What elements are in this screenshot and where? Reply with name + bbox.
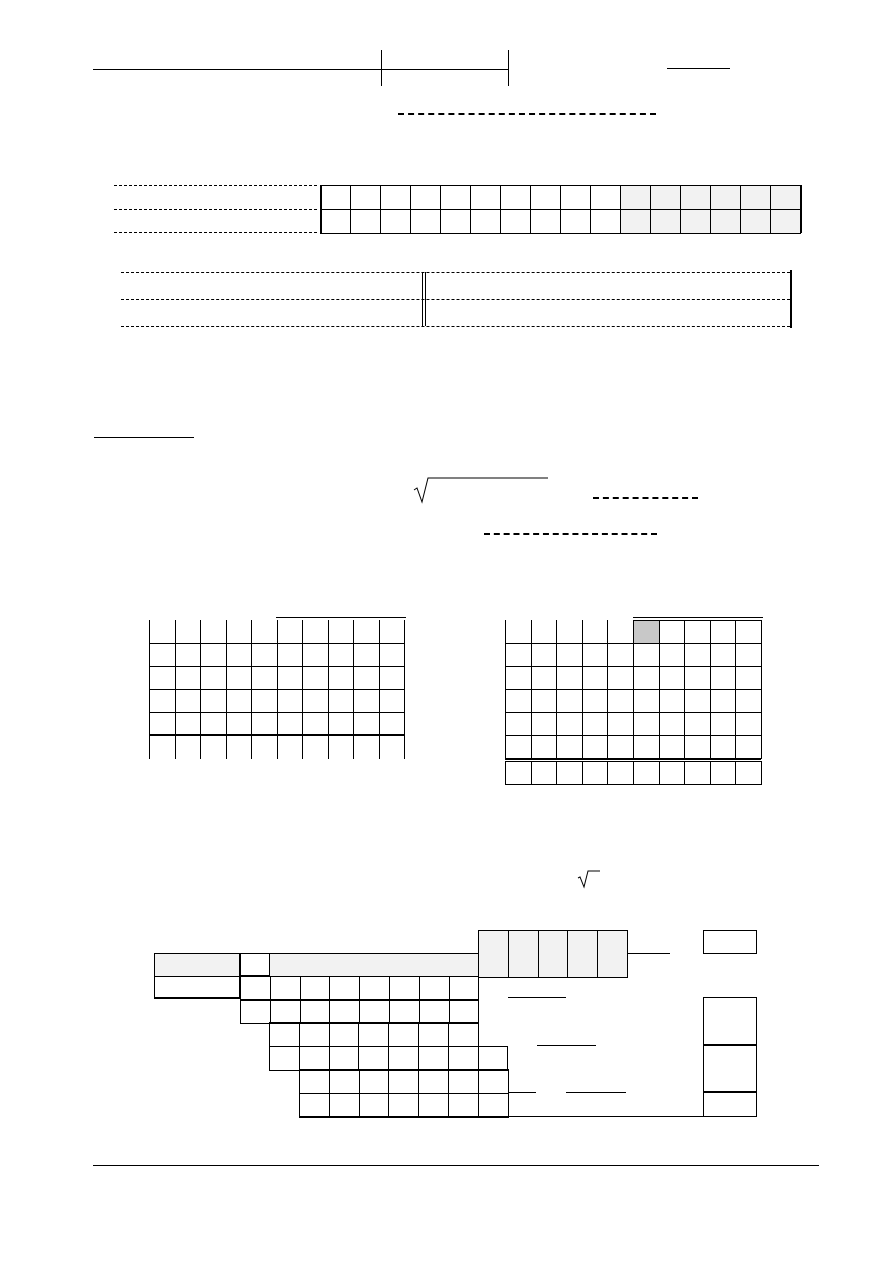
division-step-cell[interactable] — [329, 999, 360, 1024]
division-step-cell[interactable] — [388, 1046, 419, 1071]
result-box-4[interactable] — [703, 1092, 757, 1117]
division-step-cell[interactable] — [388, 1093, 419, 1118]
division-label-box[interactable] — [154, 953, 240, 977]
division-step-cell[interactable] — [478, 1069, 509, 1094]
division-step-cell[interactable] — [270, 976, 301, 1001]
division-top-row-cell[interactable] — [478, 953, 509, 978]
result-box-1[interactable] — [703, 930, 757, 954]
division-step-cell[interactable] — [270, 999, 301, 1024]
division-step-cell[interactable] — [419, 999, 450, 1024]
division-header-cell[interactable] — [240, 953, 270, 976]
division-step-cell[interactable] — [418, 1069, 449, 1094]
division-top-box[interactable] — [508, 930, 539, 955]
division-top-row-cell[interactable] — [567, 953, 598, 978]
division-step-cell[interactable] — [269, 1046, 300, 1071]
division-step-cell[interactable] — [388, 1069, 419, 1094]
footer-rule — [93, 1165, 819, 1166]
division-top-box[interactable] — [597, 930, 628, 955]
division-header-line — [240, 953, 446, 954]
division-step-cell[interactable] — [448, 1093, 479, 1118]
division-step-cell[interactable] — [389, 976, 420, 1001]
division-header-band — [240, 953, 478, 976]
division-step-cell[interactable] — [359, 999, 390, 1024]
division-top-row-cell[interactable] — [538, 953, 569, 978]
division-step-cell[interactable] — [359, 976, 390, 1001]
division-step-cell[interactable] — [449, 999, 480, 1024]
division-underline-3 — [566, 1092, 626, 1093]
division-label-box-lower[interactable] — [154, 976, 240, 998]
division-step-cell[interactable] — [388, 1022, 419, 1047]
division-connector-1 — [627, 953, 670, 954]
division-underline-1 — [508, 997, 566, 998]
division-step-cell[interactable] — [240, 999, 271, 1024]
division-step-cell[interactable] — [419, 976, 450, 1001]
division-step-cell[interactable] — [299, 1069, 330, 1094]
division-step-cell[interactable] — [418, 1093, 449, 1118]
division-step-cell[interactable] — [448, 1022, 479, 1047]
result-box-2[interactable] — [703, 997, 757, 1045]
division-step-cell[interactable] — [329, 1093, 360, 1118]
division-top-row-cell[interactable] — [597, 953, 628, 978]
division-top-box[interactable] — [538, 930, 569, 955]
division-step-cell[interactable] — [358, 1046, 389, 1071]
division-step-cell[interactable] — [359, 1069, 390, 1094]
division-step-cell[interactable] — [269, 1022, 300, 1047]
division-step-cell[interactable] — [358, 1022, 389, 1047]
division-underline-2 — [537, 1045, 596, 1046]
division-step-cell[interactable] — [389, 999, 420, 1024]
division-step-cell[interactable] — [329, 976, 360, 1001]
division-step-cell[interactable] — [478, 1093, 509, 1118]
division-top-box[interactable] — [567, 930, 598, 955]
division-step-cell[interactable] — [449, 976, 480, 1001]
division-step-cell[interactable] — [329, 1046, 360, 1071]
division-step-cell[interactable] — [299, 1046, 330, 1071]
division-step-cell[interactable] — [299, 1093, 330, 1118]
division-step-cell[interactable] — [448, 1069, 479, 1094]
division-step-cell[interactable] — [329, 1022, 360, 1047]
division-step-cell[interactable] — [478, 1046, 509, 1071]
division-step-cell[interactable] — [418, 1022, 449, 1047]
division-step-cell[interactable] — [448, 1046, 479, 1071]
division-step-cell[interactable] — [299, 1022, 330, 1047]
division-step-cell[interactable] — [418, 1046, 449, 1071]
division-step-cell[interactable] — [359, 1093, 390, 1118]
division-step-cell[interactable] — [300, 976, 331, 1001]
division-label-underline — [154, 998, 240, 999]
result-box-3[interactable] — [703, 1045, 757, 1092]
division-step-cell[interactable] — [240, 976, 271, 1001]
division-bottom-rule — [299, 1116, 756, 1117]
division-top-box[interactable] — [478, 930, 509, 955]
division-step-cell[interactable] — [329, 1069, 360, 1094]
division-top-row-cell[interactable] — [508, 953, 539, 978]
division-connector-2 — [508, 1092, 536, 1093]
division-step-cell[interactable] — [300, 999, 331, 1024]
